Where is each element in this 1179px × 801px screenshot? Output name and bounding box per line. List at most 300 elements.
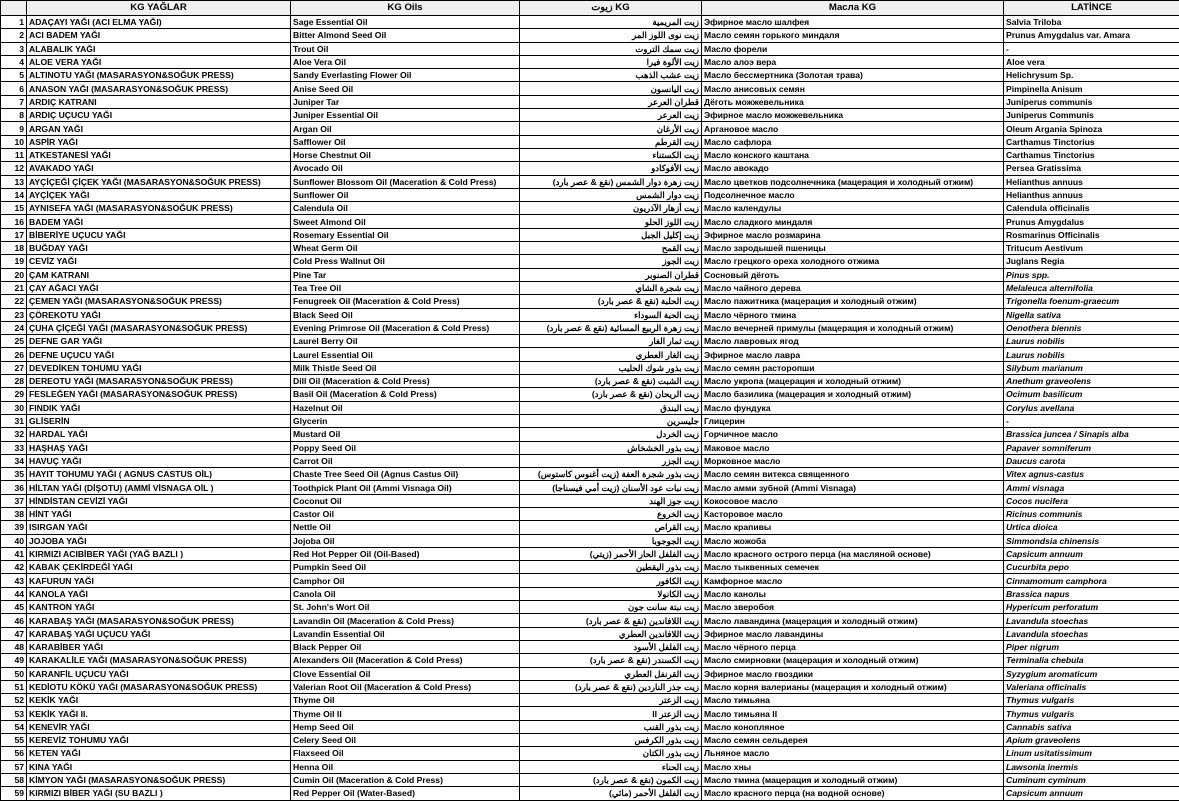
cell-russian-name: Масло конопляное xyxy=(702,720,1004,733)
row-number: 5 xyxy=(1,69,27,82)
row-number: 25 xyxy=(1,335,27,348)
row-number: 39 xyxy=(1,521,27,534)
cell-turkish-name: BADEM YAĞI xyxy=(27,215,291,228)
cell-english-name: Valerian Root Oil (Maceration & Cold Press) xyxy=(291,680,520,693)
cell-russian-name: Аргановое масло xyxy=(702,122,1004,135)
row-number: 57 xyxy=(1,760,27,773)
cell-russian-name: Масло корня валерианы (мацерация и холодный отжим) xyxy=(702,680,1004,693)
cell-latin-name xyxy=(1004,734,1179,747)
cell-arabic-name: زيت اليانسون xyxy=(520,82,702,95)
table-row xyxy=(1,335,1179,348)
cell-turkish-name: ÇAY AĞACI YAĞI xyxy=(27,281,291,294)
cell-english-name: Sage Essential Oil xyxy=(291,16,520,29)
cell-russian-name: Масло хны xyxy=(702,760,1004,773)
latin-name-italic: Capsicum annuum xyxy=(1006,549,1083,559)
cell-latin-name: Prunus Amygdalus var. Amara xyxy=(1004,29,1179,42)
cell-latin-name xyxy=(1004,534,1179,547)
cell-russian-name: Масло канолы xyxy=(702,587,1004,600)
cell-english-name: Carrot Oil xyxy=(291,454,520,467)
table-row xyxy=(1,561,1179,574)
cell-latin-name xyxy=(1004,654,1179,667)
cell-latin-name: - xyxy=(1004,42,1179,55)
table-row xyxy=(1,202,1179,215)
row-number: 38 xyxy=(1,507,27,520)
cell-turkish-name: ALABALIK YAĞI xyxy=(27,42,291,55)
table-row xyxy=(1,667,1179,680)
cell-latin-name xyxy=(1004,773,1179,786)
cell-turkish-name: KANOLA YAĞI xyxy=(27,587,291,600)
cell-latin-name: Carthamus Tinctorius xyxy=(1004,135,1179,148)
table-row xyxy=(1,428,1179,441)
cell-arabic-name: زيت الكستناء xyxy=(520,148,702,161)
row-number: 19 xyxy=(1,255,27,268)
cell-russian-name: Масло чайного дерева xyxy=(702,281,1004,294)
table-row xyxy=(1,468,1179,481)
cell-russian-name: Масло тмина (мацерация и холодный отжим) xyxy=(702,773,1004,786)
cell-arabic-name: زيت القمح xyxy=(520,242,702,255)
cell-arabic-name: زيت الجوجوبا xyxy=(520,534,702,547)
table-row xyxy=(1,29,1179,42)
cell-latin-name xyxy=(1004,348,1179,361)
cell-latin-name xyxy=(1004,720,1179,733)
cell-turkish-name: GLİSERİN xyxy=(27,414,291,427)
cell-english-name: Sunflower Oil xyxy=(291,188,520,201)
cell-latin-name xyxy=(1004,308,1179,321)
cell-english-name: Juniper Essential Oil xyxy=(291,109,520,122)
cell-latin-name xyxy=(1004,547,1179,560)
cell-russian-name: Масло лавровых ягод xyxy=(702,335,1004,348)
cell-latin-name xyxy=(1004,787,1179,800)
latin-name-italic: Oenothera biennis xyxy=(1006,323,1081,333)
latin-name-italic: Vitex agnus-castus xyxy=(1006,469,1084,479)
cell-english-name: Celery Seed Oil xyxy=(291,734,520,747)
cell-turkish-name: JOJOBA YAĞI xyxy=(27,534,291,547)
row-number: 22 xyxy=(1,295,27,308)
cell-latin-name: Prunus Amygdalus xyxy=(1004,215,1179,228)
row-number: 12 xyxy=(1,162,27,175)
table-row xyxy=(1,215,1179,228)
cell-english-name: Cumin Oil (Maceration & Cold Press) xyxy=(291,773,520,786)
cell-arabic-name: زيت نبتة سانت جون xyxy=(520,601,702,614)
cell-russian-name: Масло семян горького миндаля xyxy=(702,29,1004,42)
cell-english-name: Nettle Oil xyxy=(291,521,520,534)
cell-english-name: Thyme Oil II xyxy=(291,707,520,720)
cell-russian-name: Масло семян сельдерея xyxy=(702,734,1004,747)
header-cell-number xyxy=(1,1,27,16)
cell-russian-name: Масло цветков подсолнечника (мацерация и холодный отжим) xyxy=(702,175,1004,188)
table-row xyxy=(1,188,1179,201)
cell-russian-name: Масло смирновки (мацерация и холодный отжим) xyxy=(702,654,1004,667)
header-cell-kg-arabic: زيوت KG xyxy=(520,1,702,16)
latin-name-italic: Cocos nucifera xyxy=(1006,496,1068,506)
cell-latin-name xyxy=(1004,481,1179,494)
cell-latin-name: Tritucum Aestivum xyxy=(1004,242,1179,255)
table-body xyxy=(1,16,1179,801)
cell-latin-name: Carthamus Tinctorius xyxy=(1004,148,1179,161)
cell-russian-name: Кокосовое масло xyxy=(702,494,1004,507)
cell-english-name: Horse Chestnut Oil xyxy=(291,148,520,161)
cell-english-name: Black Pepper Oil xyxy=(291,640,520,653)
cell-turkish-name: FINDIK YAĞI xyxy=(27,401,291,414)
cell-english-name: Hazelnut Oil xyxy=(291,401,520,414)
row-number: 31 xyxy=(1,414,27,427)
cell-turkish-name: HARDAL YAĞI xyxy=(27,428,291,441)
cell-arabic-name: قطران الصنوبر xyxy=(520,268,702,281)
cell-english-name: Cold Press Wallnut Oil xyxy=(291,255,520,268)
cell-russian-name: Масло тыквенных семечек xyxy=(702,561,1004,574)
row-number: 49 xyxy=(1,654,27,667)
row-number: 26 xyxy=(1,348,27,361)
cell-english-name: Thyme Oil xyxy=(291,694,520,707)
cell-arabic-name: زيت جوز الهند xyxy=(520,494,702,507)
latin-name-italic: Piper nigrum xyxy=(1006,642,1059,652)
cell-turkish-name: ARDIÇ KATRANI xyxy=(27,95,291,108)
cell-latin-name xyxy=(1004,707,1179,720)
cell-arabic-name: زيت الخردل xyxy=(520,428,702,441)
cell-russian-name: Масло зародышей пшеницы xyxy=(702,242,1004,255)
cell-latin-name xyxy=(1004,667,1179,680)
cell-russian-name: Масло бессмертника (Золотая трава) xyxy=(702,69,1004,82)
cell-turkish-name: ADAÇAYI YAĞI (ACI ELMA YAĞI) xyxy=(27,16,291,29)
cell-russian-name: Масло чёрного перца xyxy=(702,640,1004,653)
cell-english-name: Safflower Oil xyxy=(291,135,520,148)
latin-name-italic: Thymus vulgaris xyxy=(1006,709,1074,719)
latin-name-italic: Lavandula stoechas xyxy=(1006,616,1088,626)
row-number: 11 xyxy=(1,148,27,161)
cell-latin-name xyxy=(1004,561,1179,574)
cell-turkish-name: ÇEMEN YAĞI (MASARASYON&SOĞUK PRESS) xyxy=(27,295,291,308)
table-row xyxy=(1,268,1179,281)
cell-english-name: Chaste Tree Seed Oil (Agnus Castus Oil) xyxy=(291,468,520,481)
cell-arabic-name: زيت سمك التروت xyxy=(520,42,702,55)
row-number: 32 xyxy=(1,428,27,441)
cell-english-name: Dill Oil (Maceration & Cold Press) xyxy=(291,375,520,388)
cell-latin-name xyxy=(1004,640,1179,653)
table-row xyxy=(1,42,1179,55)
row-number: 48 xyxy=(1,640,27,653)
cell-english-name: Juniper Tar xyxy=(291,95,520,108)
table-row xyxy=(1,308,1179,321)
latin-name-italic: Laurus nobilis xyxy=(1006,350,1065,360)
cell-turkish-name: BİBERİYE UÇUCU YAĞI xyxy=(27,228,291,241)
cell-english-name: Bitter Almond Seed Oil xyxy=(291,29,520,42)
header-cell-kg-oils: KG Oils xyxy=(291,1,520,16)
cell-turkish-name: DEFNE UÇUCU YAĞI xyxy=(27,348,291,361)
cell-turkish-name: ALOE VERA YAĞI xyxy=(27,55,291,68)
row-number: 17 xyxy=(1,228,27,241)
row-number: 3 xyxy=(1,42,27,55)
cell-latin-name xyxy=(1004,694,1179,707)
cell-english-name: Anise Seed Oil xyxy=(291,82,520,95)
cell-latin-name: Helianthus annuus xyxy=(1004,188,1179,201)
cell-turkish-name: KEDİOTU KÖKÜ YAĞI (MASARASYON&SOĞUK PRESS) xyxy=(27,680,291,693)
row-number: 2 xyxy=(1,29,27,42)
cell-turkish-name: AYÇİÇEK YAĞI xyxy=(27,188,291,201)
cell-russian-name: Масло тимьяна xyxy=(702,694,1004,707)
table-row xyxy=(1,135,1179,148)
cell-arabic-name: زيت الكمون (نقع & عصر بارد) xyxy=(520,773,702,786)
cell-russian-name: Масло семян витекса священного xyxy=(702,468,1004,481)
latin-name-italic: Ricinus communis xyxy=(1006,509,1082,519)
cell-english-name: Toothpick Plant Oil (Ammi Visnaga Oil) xyxy=(291,481,520,494)
cell-russian-name: Масло зверобоя xyxy=(702,601,1004,614)
row-number: 29 xyxy=(1,388,27,401)
table-row xyxy=(1,375,1179,388)
cell-latin-name xyxy=(1004,375,1179,388)
cell-arabic-name: زيت الجوز xyxy=(520,255,702,268)
table-row xyxy=(1,242,1179,255)
cell-english-name: Argan Oil xyxy=(291,122,520,135)
cell-russian-name: Морковное масло xyxy=(702,454,1004,467)
cell-arabic-name: زيت الحلبة (نقع & عصر بارد) xyxy=(520,295,702,308)
cell-english-name: Flaxseed Oil xyxy=(291,747,520,760)
cell-latin-name xyxy=(1004,507,1179,520)
cell-russian-name: Масло лавандина (мацерация и холодный отжим) xyxy=(702,614,1004,627)
cell-turkish-name: ISIRGAN YAĞI xyxy=(27,521,291,534)
cell-russian-name: Масло сладкого миндаля xyxy=(702,215,1004,228)
table-row xyxy=(1,640,1179,653)
row-number: 18 xyxy=(1,242,27,255)
cell-turkish-name: HİNT YAĞI xyxy=(27,507,291,520)
latin-name-italic: Anethum graveolens xyxy=(1006,376,1091,386)
table-row xyxy=(1,614,1179,627)
cell-latin-name: Persea Gratissima xyxy=(1004,162,1179,175)
cell-russian-name: Масло чёрного тмина xyxy=(702,308,1004,321)
table-row xyxy=(1,574,1179,587)
table-row xyxy=(1,228,1179,241)
latin-name-italic: Hypericum perforatum xyxy=(1006,602,1098,612)
cell-arabic-name: زيت نوى اللوز المر xyxy=(520,29,702,42)
cell-english-name: Lavandin Essential Oil xyxy=(291,627,520,640)
cell-latin-name xyxy=(1004,601,1179,614)
cell-russian-name: Масло грецкого ореха холодного отжима xyxy=(702,255,1004,268)
cell-latin-name xyxy=(1004,627,1179,640)
cell-english-name: Alexanders Oil (Maceration & Cold Press) xyxy=(291,654,520,667)
table-row xyxy=(1,654,1179,667)
cell-turkish-name: KENEVİR YAĞI xyxy=(27,720,291,733)
row-number: 8 xyxy=(1,109,27,122)
latin-name-italic: Nigella sativa xyxy=(1006,310,1061,320)
table-row xyxy=(1,773,1179,786)
cell-russian-name: Касторовое масло xyxy=(702,507,1004,520)
cell-english-name: Canola Oil xyxy=(291,587,520,600)
latin-name-italic: Simmondsia chinensis xyxy=(1006,536,1099,546)
table-row xyxy=(1,547,1179,560)
cell-russian-name: Масло базилика (мацерация и холодный отжим) xyxy=(702,388,1004,401)
cell-latin-name: Pimpinella Anisum xyxy=(1004,82,1179,95)
cell-english-name: Camphor Oil xyxy=(291,574,520,587)
cell-turkish-name: KIRMIZI BİBER YAĞI (SU BAZLI ) xyxy=(27,787,291,800)
cell-english-name: Poppy Seed Oil xyxy=(291,441,520,454)
cell-english-name: Rosemary Essential Oil xyxy=(291,228,520,241)
table-row xyxy=(1,760,1179,773)
cell-arabic-name: زيت بذور شجرة العفة (زيت أغنوس كاستوس) xyxy=(520,468,702,481)
row-number: 43 xyxy=(1,574,27,587)
latin-name-italic: Brassica juncea / Sinapis alba xyxy=(1006,429,1129,439)
cell-english-name: St. John's Wort Oil xyxy=(291,601,520,614)
cell-latin-name xyxy=(1004,281,1179,294)
cell-latin-name xyxy=(1004,268,1179,281)
table-row xyxy=(1,734,1179,747)
cell-arabic-name: زيت القرنفل العطري xyxy=(520,667,702,680)
cell-english-name: Laurel Berry Oil xyxy=(291,335,520,348)
cell-turkish-name: BUĞDAY YAĞI xyxy=(27,242,291,255)
cell-turkish-name: KARABİBER YAĞI xyxy=(27,640,291,653)
latin-name-italic: Lavandula stoechas xyxy=(1006,629,1088,639)
cell-russian-name: Эфирное масло лавандины xyxy=(702,627,1004,640)
cell-turkish-name: ARGAN YAĞI xyxy=(27,122,291,135)
latin-name-italic: Corylus avellana xyxy=(1006,403,1074,413)
cell-english-name: Sandy Everlasting Flower Oil xyxy=(291,69,520,82)
cell-latin-name xyxy=(1004,521,1179,534)
cell-russian-name: Масло укропа (мацерация и холодный отжим) xyxy=(702,375,1004,388)
cell-english-name: Wheat Germ Oil xyxy=(291,242,520,255)
cell-turkish-name: KABAK ÇEKİRDEĞİ YAĞI xyxy=(27,561,291,574)
cell-russian-name: Масло сафлора xyxy=(702,135,1004,148)
cell-arabic-name: زيت الخروع xyxy=(520,507,702,520)
cell-english-name: Hemp Seed Oil xyxy=(291,720,520,733)
cell-latin-name: Salvia Triloba xyxy=(1004,16,1179,29)
row-number: 13 xyxy=(1,175,27,188)
cell-turkish-name: AVAKADO YAĞI xyxy=(27,162,291,175)
header-cell-kg-russian: Масла KG xyxy=(702,1,1004,16)
cell-turkish-name: ALTINOTU YAĞI (MASARASYON&SOĞUK PRESS) xyxy=(27,69,291,82)
cell-english-name: Fenugreek Oil (Maceration & Cold Press) xyxy=(291,295,520,308)
cell-english-name: Lavandin Oil (Maceration & Cold Press) xyxy=(291,614,520,627)
row-number: 30 xyxy=(1,401,27,414)
cell-latin-name xyxy=(1004,494,1179,507)
cell-arabic-name: زيت الحناء xyxy=(520,760,702,773)
cell-latin-name: Aloe vera xyxy=(1004,55,1179,68)
cell-arabic-name: زيت بذور اليقطين xyxy=(520,561,702,574)
cell-turkish-name: DEREOTU YAĞI (MASARASYON&SOĞUK PRESS) xyxy=(27,375,291,388)
cell-latin-name xyxy=(1004,295,1179,308)
table-row xyxy=(1,707,1179,720)
table-row xyxy=(1,109,1179,122)
table-row xyxy=(1,122,1179,135)
latin-name-italic: Cannabis sativa xyxy=(1006,722,1071,732)
row-number: 59 xyxy=(1,787,27,800)
cell-english-name: Glycerin xyxy=(291,414,520,427)
row-number: 54 xyxy=(1,720,27,733)
table-row xyxy=(1,281,1179,294)
cell-arabic-name: زيت الكانولا xyxy=(520,587,702,600)
cell-latin-name xyxy=(1004,335,1179,348)
cell-turkish-name: ÇÖREKOTU YAĞI xyxy=(27,308,291,321)
row-number: 14 xyxy=(1,188,27,201)
cell-latin-name: Oleum Argania Spinoza xyxy=(1004,122,1179,135)
table-row xyxy=(1,162,1179,175)
cell-turkish-name: ÇUHA ÇİÇEĞİ YAĞI (MASARASYON&SOĞUK PRESS) xyxy=(27,321,291,334)
cell-arabic-name: زيت الفلفل الأسود xyxy=(520,640,702,653)
latin-name-italic: Syzygium aromaticum xyxy=(1006,669,1097,679)
cell-latin-name: Helichrysum Sp. xyxy=(1004,69,1179,82)
table-row xyxy=(1,16,1179,29)
cell-arabic-name: زيت الغار العطري xyxy=(520,348,702,361)
cell-latin-name: Juglans Regia xyxy=(1004,255,1179,268)
cell-arabic-name: زيت نبات عود الأسنان (زيت أمي فيسناجا) xyxy=(520,481,702,494)
cell-turkish-name: KANTRON YAĞI xyxy=(27,601,291,614)
row-number: 34 xyxy=(1,454,27,467)
row-number: 55 xyxy=(1,734,27,747)
latin-name-italic: Trigonella foenum-graecum xyxy=(1006,296,1119,306)
cell-arabic-name: زيت زهرة دوار الشمس (نقع & عصر بارد) xyxy=(520,175,702,188)
cell-russian-name: Масло жожоба xyxy=(702,534,1004,547)
row-number: 9 xyxy=(1,122,27,135)
row-number: 44 xyxy=(1,587,27,600)
cell-turkish-name: HİNDİSTAN CEVİZİ YAĞI xyxy=(27,494,291,507)
cell-turkish-name: FESLEĞEN YAĞI (MASARASYON&SOĞUK PRESS) xyxy=(27,388,291,401)
cell-turkish-name: KARAKALİLE YAĞI (MASARASYON&SOĞUK PRESS) xyxy=(27,654,291,667)
cell-arabic-name: زيت الفلفل الأحمر (مائي) xyxy=(520,787,702,800)
cell-arabic-name: زيت أزهار الآذريون xyxy=(520,202,702,215)
latin-name-italic: Silybum marianum xyxy=(1006,363,1083,373)
latin-name-italic: Papaver somniferum xyxy=(1006,443,1091,453)
table-row xyxy=(1,388,1179,401)
cell-russian-name: Масло конского каштана xyxy=(702,148,1004,161)
cell-arabic-name: زيت الجزر xyxy=(520,454,702,467)
row-number: 35 xyxy=(1,468,27,481)
cell-latin-name xyxy=(1004,401,1179,414)
row-number: 28 xyxy=(1,375,27,388)
table-row xyxy=(1,148,1179,161)
cell-latin-name: - xyxy=(1004,414,1179,427)
cell-russian-name: Маковое масло xyxy=(702,441,1004,454)
cell-arabic-name: زيت الشبت (نقع & عصر بارد) xyxy=(520,375,702,388)
cell-russian-name: Эфирное масло лавра xyxy=(702,348,1004,361)
latin-name-italic: Brassica napus xyxy=(1006,589,1070,599)
cell-english-name: Laurel Essential Oil xyxy=(291,348,520,361)
cell-turkish-name: ÇAM KATRANI xyxy=(27,268,291,281)
cell-turkish-name: AYÇİÇEĞİ ÇİÇEK YAĞI (MASARASYON&SOĞUK PRESS) xyxy=(27,175,291,188)
cell-turkish-name: KİMYON YAĞI (MASARASYON&SOĞUK PRESS) xyxy=(27,773,291,786)
cell-english-name: Pine Tar xyxy=(291,268,520,281)
cell-arabic-name: زيت الكافور xyxy=(520,574,702,587)
cell-arabic-name: زيت الزعتر xyxy=(520,694,702,707)
latin-name-italic: Thymus vulgaris xyxy=(1006,695,1074,705)
row-number: 45 xyxy=(1,601,27,614)
row-number: 1 xyxy=(1,16,27,29)
table-row xyxy=(1,175,1179,188)
cell-latin-name xyxy=(1004,428,1179,441)
cell-latin-name xyxy=(1004,361,1179,374)
cell-arabic-name: زيت الزعتر II xyxy=(520,707,702,720)
latin-name-italic: Laurus nobilis xyxy=(1006,336,1065,346)
table-row xyxy=(1,414,1179,427)
cell-arabic-name: زيت عشب الذهب xyxy=(520,69,702,82)
cell-russian-name: Эфирное масло гвоздики xyxy=(702,667,1004,680)
cell-english-name: Milk Thistle Seed Oil xyxy=(291,361,520,374)
row-number: 33 xyxy=(1,441,27,454)
cell-english-name: Black Seed Oil xyxy=(291,308,520,321)
cell-turkish-name: KIRMIZI ACIBİBER YAĞI (YAĞ BAZLI ) xyxy=(27,547,291,560)
cell-latin-name xyxy=(1004,747,1179,760)
cell-turkish-name: HİLTAN YAĞI (DİŞOTU) (AMMİ VİSNAGA OİL ) xyxy=(27,481,291,494)
header-cell-kg-yaglar: KG YAĞLAR xyxy=(27,1,291,16)
cell-arabic-name: زيت جذر الناردين (نقع & عصر بارد) xyxy=(520,680,702,693)
cell-arabic-name: زيت القرطم xyxy=(520,135,702,148)
cell-arabic-name: زيت اللافاندين العطري xyxy=(520,627,702,640)
cell-arabic-name: زيت بذور الكرفس xyxy=(520,734,702,747)
cell-turkish-name: AYNISEFA YAĞI (MASARASYON&SOĞUK PRESS) xyxy=(27,202,291,215)
cell-english-name: Evening Primrose Oil (Maceration & Cold Press) xyxy=(291,321,520,334)
cell-turkish-name: KEREVİZ TOHUMU YAĞI xyxy=(27,734,291,747)
cell-arabic-name: زيت المريمية xyxy=(520,16,702,29)
row-number: 40 xyxy=(1,534,27,547)
cell-latin-name xyxy=(1004,454,1179,467)
latin-name-italic: Terminalia chebula xyxy=(1006,655,1084,665)
row-number: 6 xyxy=(1,82,27,95)
